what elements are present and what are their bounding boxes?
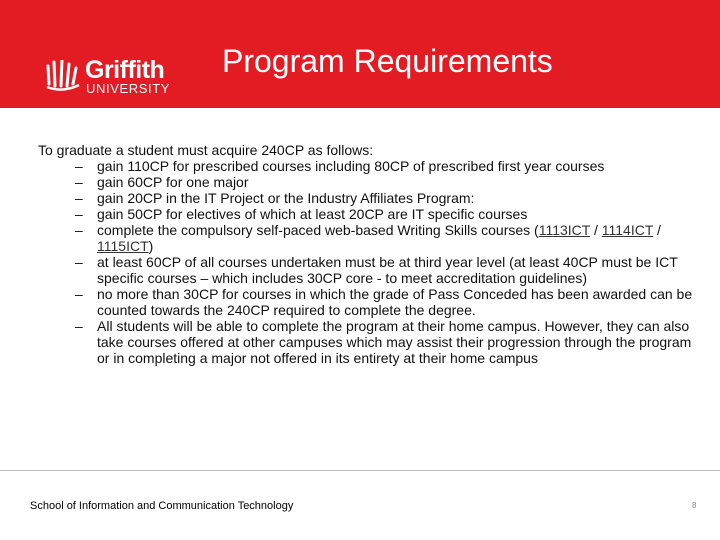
logo-area [0, 20, 210, 106]
list-item-text: gain 110CP for prescribed courses including 80CP of prescribed first year courses [97, 158, 605, 174]
writing-prefix: complete the compulsory self-paced web-based Writing Skills courses ( [97, 222, 539, 238]
course-link-1115ict[interactable]: 1115ICT [97, 238, 149, 254]
dash-bullet: – [75, 190, 83, 206]
dash-bullet: – [75, 206, 83, 222]
dash-bullet: – [75, 174, 83, 190]
intro-text: To graduate a student must acquire 240CP as follows: [38, 142, 374, 158]
list-item [38, 174, 698, 190]
list-item [38, 254, 698, 286]
list-item-text: gain 60CP for one major [97, 174, 249, 190]
dash-bullet: – [75, 318, 83, 334]
list-item [38, 158, 698, 174]
logo-wordmark: Griffith [85, 56, 165, 84]
list-item-text: gain 50CP for electives of which at least 20CP are IT specific courses [97, 206, 528, 222]
page-number: 8 [692, 501, 697, 510]
list-item [38, 286, 698, 318]
list-item-text: no more than 30CP for courses in which the grade of Pass Conceded has been awarded can be counted towards the 240CP required to complete the degree. [97, 286, 693, 318]
page-title: Program Requirements [222, 43, 553, 79]
writing-suffix: ) [148, 238, 154, 254]
list-item-text: gain 20CP in the IT Project or the Industry Affiliates Program: [97, 190, 475, 206]
footer-divider [0, 470, 720, 471]
dash-bullet: – [75, 286, 83, 302]
dash-bullet: – [75, 254, 83, 270]
list-item-writing-skills [38, 222, 698, 254]
list-item [38, 190, 698, 206]
course-link-1114ict[interactable]: 1114ICT [601, 222, 654, 238]
list-item [38, 206, 698, 222]
list-item-text: at least 60CP of all courses undertaken must be at third year level (at least 40CP must be ICT specific courses – which includes 30CP core - to meet accreditation guidelines) [97, 254, 678, 286]
griffith-logo [45, 56, 195, 100]
list-item [38, 318, 698, 366]
course-separator: / [653, 222, 661, 238]
logo-subtitle: UNIVERSITY [86, 81, 171, 96]
course-separator: / [590, 222, 602, 238]
course-link-1113ict[interactable]: 1113ICT [538, 222, 591, 238]
griffith-crest-icon [45, 60, 81, 92]
list-item-text: All students will be able to complete the program at their home campus. However, they can also take courses offered at other campuses which may assist their progression through the program or in completing a major not offered in its entirety at their home campus [97, 318, 692, 366]
dash-bullet: – [75, 222, 83, 238]
footer-school-name: School of Information and Communication Technology [30, 500, 294, 512]
header-banner [0, 0, 720, 108]
requirements-content [38, 142, 698, 366]
dash-bullet: – [75, 158, 83, 174]
requirements-list [38, 158, 698, 366]
